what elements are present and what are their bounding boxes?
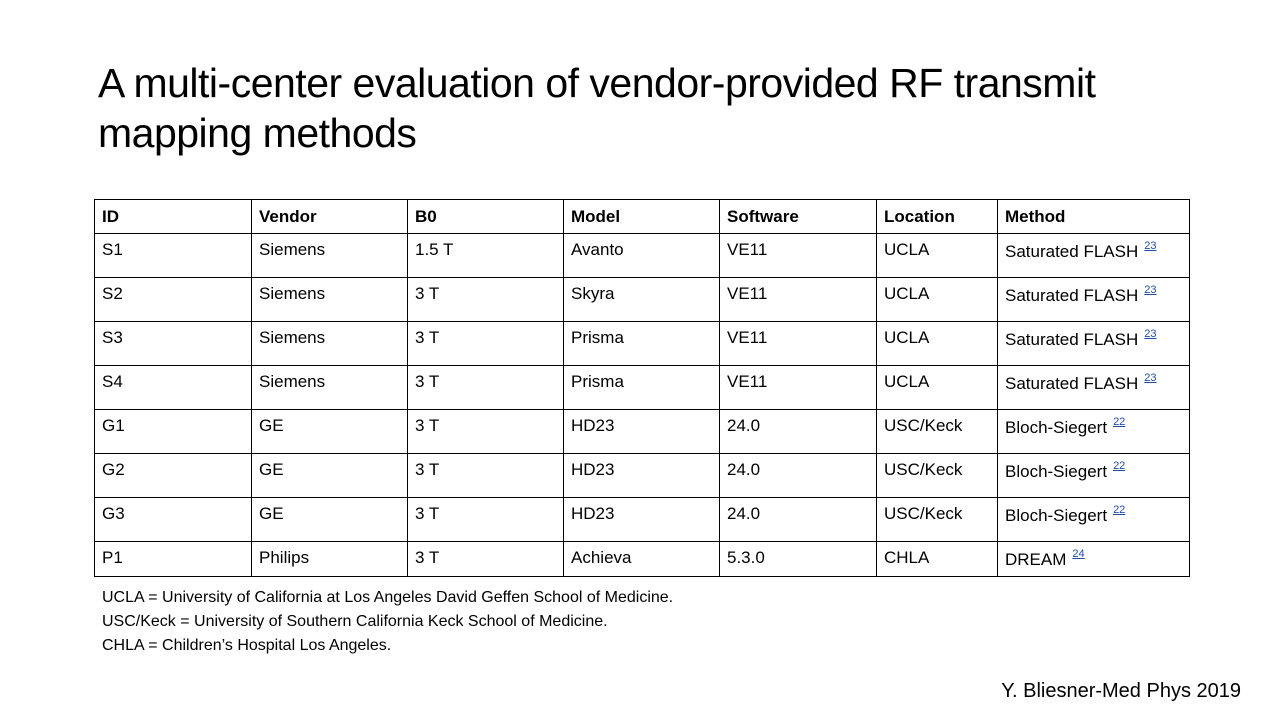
method-label: DREAM (1005, 550, 1067, 569)
cell-model: Achieva (564, 542, 720, 577)
cell-method (998, 234, 1190, 278)
source-credit: Y. Bliesner-Med Phys 2019 (1001, 680, 1241, 702)
header-vendor: Vendor (252, 200, 408, 234)
citation-link[interactable]: 22 (1113, 504, 1126, 516)
cell-software: VE11 (720, 366, 877, 410)
cell-software: VE11 (720, 322, 877, 366)
citation-link[interactable]: 23 (1144, 284, 1157, 296)
cell-vendor: GE (252, 498, 408, 542)
cell-software: 24.0 (720, 410, 877, 454)
footnote-usc-keck: USC/Keck = University of Southern California Keck School of Medicine. (102, 613, 608, 630)
table-row (95, 410, 1190, 454)
cell-vendor: Siemens (252, 366, 408, 410)
cell-model: Avanto (564, 234, 720, 278)
cell-b0: 3 T (408, 454, 564, 498)
cell-location: UCLA (877, 322, 998, 366)
cell-b0: 3 T (408, 322, 564, 366)
cell-b0: 3 T (408, 366, 564, 410)
citation-link[interactable]: 22 (1113, 460, 1126, 472)
header-b0: B0 (408, 200, 564, 234)
citation-link[interactable]: 23 (1144, 372, 1157, 384)
cell-id: S2 (95, 278, 252, 322)
cell-software: 24.0 (720, 498, 877, 542)
table-row (95, 366, 1190, 410)
scanner-table (94, 199, 1190, 577)
method-label: Saturated FLASH (1005, 330, 1139, 349)
cell-software: 24.0 (720, 454, 877, 498)
cell-b0: 3 T (408, 498, 564, 542)
method-label: Bloch-Siegert (1005, 418, 1108, 437)
method-label: Bloch-Siegert (1005, 462, 1108, 481)
table-row (95, 278, 1190, 322)
citation-link[interactable]: 23 (1144, 240, 1157, 252)
cell-location: UCLA (877, 278, 998, 322)
slide-title: A multi-center evaluation of vendor-provided RF transmit mapping methods (98, 60, 1096, 156)
citation-link[interactable]: 24 (1072, 548, 1085, 560)
cell-b0: 1.5 T (408, 234, 564, 278)
table-header-row (95, 200, 1190, 234)
method-label: Saturated FLASH (1005, 242, 1139, 261)
cell-vendor: Siemens (252, 234, 408, 278)
header-software: Software (720, 200, 877, 234)
cell-id: G1 (95, 410, 252, 454)
cell-id: S1 (95, 234, 252, 278)
table-body (95, 234, 1190, 577)
method-label: Bloch-Siegert (1005, 506, 1108, 525)
footnote-chla: CHLA = Children’s Hospital Los Angeles. (102, 637, 392, 654)
cell-model: Prisma (564, 322, 720, 366)
cell-model: HD23 (564, 454, 720, 498)
cell-vendor: Siemens (252, 278, 408, 322)
cell-vendor: GE (252, 410, 408, 454)
cell-method (998, 366, 1190, 410)
cell-location: USC/Keck (877, 498, 998, 542)
cell-software: 5.3.0 (720, 542, 877, 577)
cell-b0: 3 T (408, 410, 564, 454)
table-row (95, 322, 1190, 366)
cell-method (998, 410, 1190, 454)
citation-link[interactable]: 22 (1113, 416, 1126, 428)
cell-id: G3 (95, 498, 252, 542)
cell-location: CHLA (877, 542, 998, 577)
cell-location: USC/Keck (877, 410, 998, 454)
header-method: Method (998, 200, 1190, 234)
cell-model: HD23 (564, 410, 720, 454)
header-id: ID (95, 200, 252, 234)
cell-model: Skyra (564, 278, 720, 322)
cell-b0: 3 T (408, 278, 564, 322)
cell-vendor: Siemens (252, 322, 408, 366)
cell-method (998, 322, 1190, 366)
footnote-ucla: UCLA = University of California at Los Angeles David Geffen School of Medicine. (102, 589, 674, 606)
cell-method (998, 278, 1190, 322)
cell-method (998, 454, 1190, 498)
cell-method (998, 542, 1190, 577)
table-row (95, 234, 1190, 278)
cell-location: UCLA (877, 234, 998, 278)
cell-id: G2 (95, 454, 252, 498)
cell-vendor: Philips (252, 542, 408, 577)
method-label: Saturated FLASH (1005, 374, 1139, 393)
cell-software: VE11 (720, 234, 877, 278)
cell-model: HD23 (564, 498, 720, 542)
citation-link[interactable]: 23 (1144, 328, 1157, 340)
cell-location: USC/Keck (877, 454, 998, 498)
footnotes (102, 586, 673, 658)
method-label: Saturated FLASH (1005, 286, 1139, 305)
table-row (95, 542, 1190, 577)
cell-id: S4 (95, 366, 252, 410)
cell-b0: 3 T (408, 542, 564, 577)
cell-id: S3 (95, 322, 252, 366)
cell-method (998, 498, 1190, 542)
cell-location: UCLA (877, 366, 998, 410)
table-row (95, 454, 1190, 498)
header-model: Model (564, 200, 720, 234)
cell-model: Prisma (564, 366, 720, 410)
cell-vendor: GE (252, 454, 408, 498)
cell-id: P1 (95, 542, 252, 577)
header-location: Location (877, 200, 998, 234)
cell-software: VE11 (720, 278, 877, 322)
table-row (95, 498, 1190, 542)
